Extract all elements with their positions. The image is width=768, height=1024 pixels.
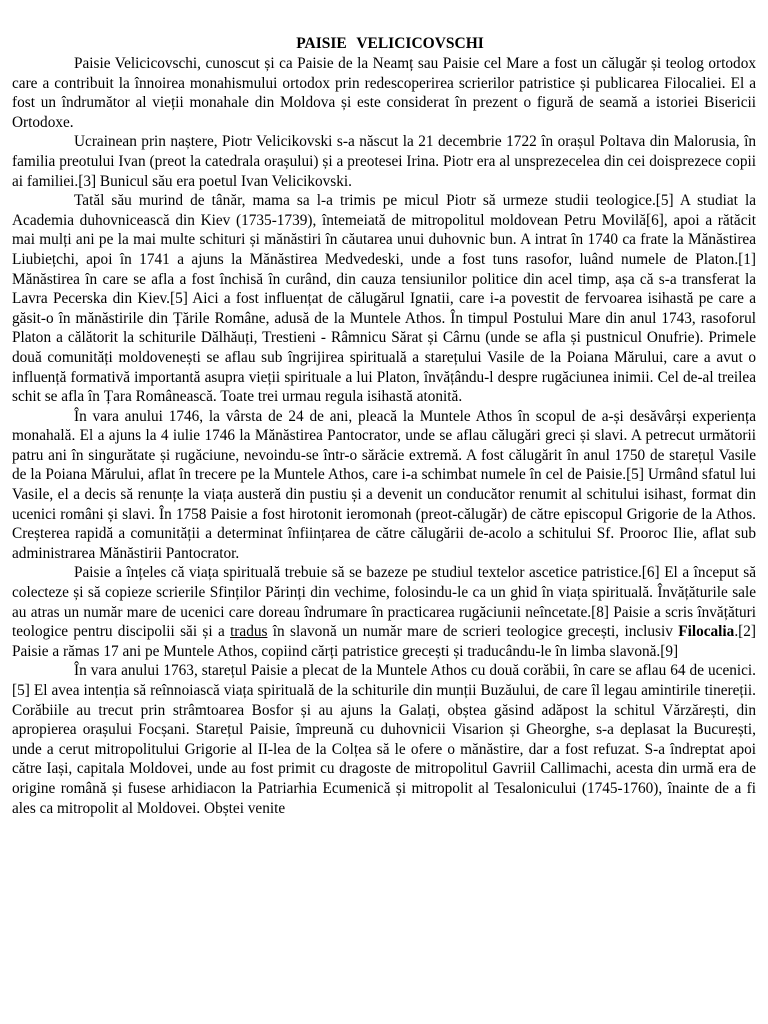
filocalia-term: Filocalia xyxy=(678,623,735,641)
paragraph-1: Paisie Velicicovschi, cunoscut și ca Paisie de la Neamț sau Paisie cel Mare a fost un călugăr și teolog ortodox care a contribuit la înnoirea monahismului ortodox prin redescoperirea scrierilor patristice și publicarea Filocaliei. El a fost un îndrumător al vieții monahale din Moldova și este considerat în prezent o figură de seamă a istoriei Bisericii Ortodoxe. xyxy=(12,55,756,131)
paragraph-5-text-a: Paisie a înțeles că viața spirituală trebuie să se bazeze pe studiul textelor ascetice patristice.[6] El a început să colecteze și să copieze scrierile Sfinților Părinți din vechime, folosindu-le ca un ghid în viața spirituală. Învățăturile sale au atras un număr mare de ucenici care doreau îndrumare în practicarea rugăciunii neîncetate.[8] Paisie a scris învățături teologice pentru discipolii săi și a xyxy=(12,564,756,641)
paragraph-5-text-b: în slavonă un număr mare de scrieri teologice grecești, inclusiv xyxy=(267,623,679,641)
paragraph-4: În vara anului 1746, la vârsta de 24 de ani, pleacă la Muntele Athos în scopul de a-și desăvârși experiența monahală. El a ajuns la 4 iulie 1746 la Mănăstirea Pantocrator, unde se aflau călugări greci și slavi. A petrecut următorii patru ani în singurătate și rugăciune, nevoindu-se într-o sărăcie extremă. A fost călugărit în anul 1750 de starețul Vasile de la Poiana Mărului, aflat în trecere pe la Muntele Athos, care i-a schimbat numele în cel de Paisie.[5] Urmând sfatul lui Vasile, el a decis să renunțe la viața austeră din pustiu și a devenit un conducător renumit al schitului isihast, format din ucenici români și slavi. În 1758 Paisie a fost hirotonit ieromonah (preot-călugăr) de către episcopul Grigorie de la Athos. Creșterea rapidă a comunității a determinat înființarea de către călugării de-acolo a schitului Sf. Prooroc Ilie, aflat sub administrarea Mănăstirii Pantocrator. xyxy=(12,407,756,562)
paragraph-6: În vara anului 1763, starețul Paisie a plecat de la Muntele Athos cu două corăbii, în care se aflau 64 de ucenici.[5] El avea intenția să reînnoiască viața spirituală de la schiturile din munții Buzăului, de care îl legau amintirile tinereții. Corăbiile au trecut prin strâmtoarea Bosfor și au ajuns la Galați, obștea găsind adăpost la schitul Vărzărești, din apropierea orașului Focșani. Starețul Paisie, împreună cu duhovnicii Visarion și Gheorghe, s-a deplasat la București, unde a cerut mitropolitului Grigorie al II-lea de la Colțea să le ofere o mănăstire, dar a fost refuzat. S-a îndreptat apoi către Iași, capitala Moldovei, unde au fost primit cu dragoste de mitropolitul Gavriil Callimachi, acesta din urmă era de origine română și fusese arhidiacon la Patriarhia Ecumenică și mitropolit al Tesalonicului (1745-1760), înainte de a fi ales ca mitropolit al Moldovei. Obștei venite xyxy=(12,662,756,817)
paragraph-2: Ucrainean prin naștere, Piotr Velicikovski s-a născut la 21 decembrie 1722 în orașul Poltava din Malorusia, în familia preotului Ivan (preot la catedrala orașului) și a preotesei Irina. Piotr era al unsprezecelea din cei doisprezece copii ai familiei.[3] Bunicul său era poetul Ivan Velicikovski. xyxy=(12,133,756,190)
page-title: PAISIE VELICICOVSCHI xyxy=(296,35,484,52)
paragraph-5-text-c: .[2] Paisie a rămas 17 ani pe Muntele Athos, copiind cărți patristice grecești și traducându-le în limba slavonă.[9] xyxy=(12,623,756,660)
paragraph-3: Tatăl său murind de tânăr, mama sa l-a trimis pe micul Piotr să urmeze studii teologice.[5] A studiat la Academia duhovnicească din Kiev (1735-1739), întemeiată de mitropolitul moldovean Petru Movilă[6], apoi a rătăcit mai mulți ani pe la mai multe schituri și mănăstiri în căutarea unui duhovnic bun. A intrat în 1740 ca frate la Mănăstirea Liubiețchi, apoi în 1741 a ajuns la Mănăstirea Medvedeski, unde a fost tuns rasofor, luând numele de Platon.[1] Mănăstirea în care se afla a fost închisă în curând, din cauza tensiunilor politice din acel timp, așa că s-a transferat la Lavra Pecerska din Kiev.[5] Aici a fost influențat de călugărul Ignatii, care i-a povestit de fervoarea isihastă pe care a găsit-o în mănăstirile din Țările Române, adusă de la Muntele Athos. În timpul Postului Mare din anul 1743, rasoforul Platon a călătorit la schiturile Dălhăuți, Trestieni - Râmnicu Sărat și Cârnu (unde se afla și pustnicul Onufrie). Primele două comunități moldovenești se aflau sub îngrijirea spirituală a starețului Vasile de la Poiana Mărului, care a avut o influență formativă importantă asupra vieții spirituale a lui Platon, învățându-l despre rugăciunea inimii. Cel de-al treilea schit se afla în Țara Românească. Toate trei urmau regula isihastă atonită. xyxy=(12,192,756,406)
paragraph-5 xyxy=(12,563,756,661)
tradus-link[interactable]: tradus xyxy=(230,623,268,641)
